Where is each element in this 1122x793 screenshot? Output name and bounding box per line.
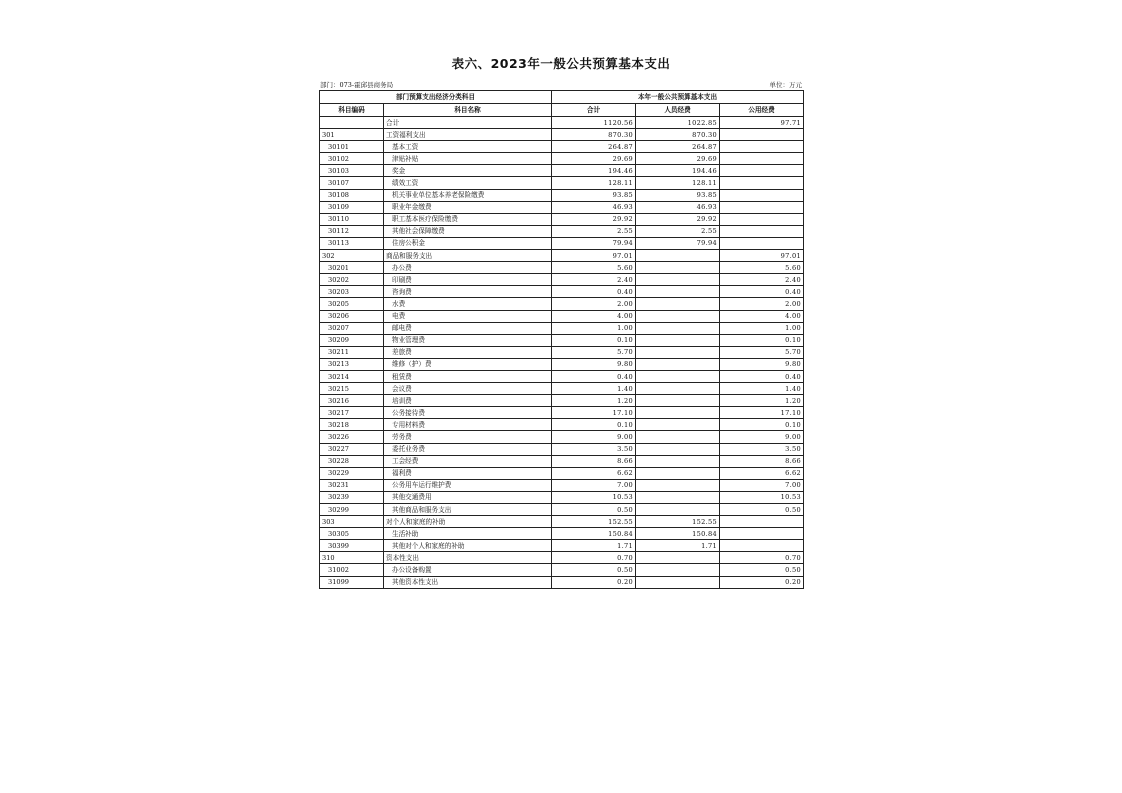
cell-code: 30109 xyxy=(320,201,384,213)
table-row xyxy=(320,504,804,516)
cell-public xyxy=(720,177,804,189)
cell-public xyxy=(720,540,804,552)
cell-name: 基本工资 xyxy=(384,141,552,153)
cell-name: 水费 xyxy=(384,298,552,310)
cell-code: 30213 xyxy=(320,358,384,370)
cell-name: 培训费 xyxy=(384,395,552,407)
cell-personnel: 29.69 xyxy=(636,153,720,165)
cell-name: 其他商品和服务支出 xyxy=(384,504,552,516)
cell-total: 5.60 xyxy=(552,262,636,274)
table-row xyxy=(320,177,804,189)
cell-code: 30205 xyxy=(320,298,384,310)
table-row xyxy=(320,455,804,467)
table-row xyxy=(320,552,804,564)
cell-personnel xyxy=(636,370,720,382)
cell-name: 租赁费 xyxy=(384,370,552,382)
cell-personnel: 870.30 xyxy=(636,129,720,141)
cell-code: 30207 xyxy=(320,322,384,334)
cell-code: 30226 xyxy=(320,431,384,443)
table-row xyxy=(320,225,804,237)
table-row xyxy=(320,576,804,588)
cell-personnel: 152.55 xyxy=(636,516,720,528)
cell-name: 福利费 xyxy=(384,467,552,479)
table-row xyxy=(320,322,804,334)
table-row xyxy=(320,274,804,286)
cell-name: 工会经费 xyxy=(384,455,552,467)
table-row xyxy=(320,491,804,503)
cell-code: 31099 xyxy=(320,576,384,588)
cell-code: 303 xyxy=(320,516,384,528)
cell-public: 2.00 xyxy=(720,298,804,310)
table-row xyxy=(320,262,804,274)
cell-total: 4.00 xyxy=(552,310,636,322)
cell-public: 10.53 xyxy=(720,491,804,503)
cell-public: 0.10 xyxy=(720,334,804,346)
cell-name: 合计 xyxy=(384,117,552,129)
table-row xyxy=(320,564,804,576)
cell-code: 30110 xyxy=(320,213,384,225)
cell-code: 30217 xyxy=(320,407,384,419)
cell-public: 17.10 xyxy=(720,407,804,419)
cell-total: 0.20 xyxy=(552,576,636,588)
cell-public: 0.70 xyxy=(720,552,804,564)
cell-name: 办公费 xyxy=(384,262,552,274)
cell-total: 2.40 xyxy=(552,274,636,286)
cell-personnel xyxy=(636,310,720,322)
cell-name: 绩效工资 xyxy=(384,177,552,189)
department-label: 部门：073-霍邱县商务局 xyxy=(320,81,394,89)
cell-code: 30228 xyxy=(320,455,384,467)
budget-table xyxy=(319,90,804,589)
cell-personnel xyxy=(636,274,720,286)
cell-code: 302 xyxy=(320,250,384,262)
cell-personnel: 79.94 xyxy=(636,237,720,249)
cell-personnel xyxy=(636,286,720,298)
cell-name: 其他资本性支出 xyxy=(384,576,552,588)
cell-public: 7.00 xyxy=(720,479,804,491)
table-row xyxy=(320,346,804,358)
cell-name: 工资福利支出 xyxy=(384,129,552,141)
cell-total: 194.46 xyxy=(552,165,636,177)
cell-code: 30305 xyxy=(320,528,384,540)
cell-personnel xyxy=(636,552,720,564)
cell-name: 差旅费 xyxy=(384,346,552,358)
table-row xyxy=(320,528,804,540)
cell-public: 0.40 xyxy=(720,286,804,298)
cell-name: 其他交通费用 xyxy=(384,491,552,503)
cell-name: 津贴补贴 xyxy=(384,153,552,165)
cell-personnel: 1.71 xyxy=(636,540,720,552)
table-row xyxy=(320,153,804,165)
header-group-economic-class: 部门预算支出经济分类科目 xyxy=(320,91,552,104)
cell-name: 资本性支出 xyxy=(384,552,552,564)
cell-total: 2.55 xyxy=(552,225,636,237)
table-row xyxy=(320,129,804,141)
table-body xyxy=(320,117,804,589)
cell-name: 对个人和家庭的补助 xyxy=(384,516,552,528)
cell-code: 30399 xyxy=(320,540,384,552)
cell-code xyxy=(320,117,384,129)
cell-total: 29.69 xyxy=(552,153,636,165)
cell-personnel xyxy=(636,395,720,407)
cell-total: 79.94 xyxy=(552,237,636,249)
header-public: 公用经费 xyxy=(720,104,804,117)
cell-total: 10.53 xyxy=(552,491,636,503)
page-title: 表六、2023年一般公共预算基本支出 xyxy=(451,56,671,71)
cell-public: 9.00 xyxy=(720,431,804,443)
table-row xyxy=(320,419,804,431)
table-row xyxy=(320,407,804,419)
cell-personnel: 93.85 xyxy=(636,189,720,201)
cell-personnel xyxy=(636,334,720,346)
cell-personnel xyxy=(636,383,720,395)
cell-personnel: 2.55 xyxy=(636,225,720,237)
cell-name: 劳务费 xyxy=(384,431,552,443)
cell-code: 30112 xyxy=(320,225,384,237)
table-row xyxy=(320,358,804,370)
cell-personnel xyxy=(636,298,720,310)
cell-total: 1.20 xyxy=(552,395,636,407)
cell-name: 其他社会保障缴费 xyxy=(384,225,552,237)
cell-code: 30209 xyxy=(320,334,384,346)
cell-personnel: 194.46 xyxy=(636,165,720,177)
table-row xyxy=(320,479,804,491)
cell-total: 3.50 xyxy=(552,443,636,455)
cell-public xyxy=(720,528,804,540)
cell-code: 30201 xyxy=(320,262,384,274)
cell-name: 职工基本医疗保险缴费 xyxy=(384,213,552,225)
cell-total: 0.70 xyxy=(552,552,636,564)
cell-code: 30206 xyxy=(320,310,384,322)
cell-code: 31002 xyxy=(320,564,384,576)
cell-personnel: 29.92 xyxy=(636,213,720,225)
cell-personnel: 1022.85 xyxy=(636,117,720,129)
cell-total: 1120.56 xyxy=(552,117,636,129)
cell-public: 1.20 xyxy=(720,395,804,407)
cell-personnel: 264.87 xyxy=(636,141,720,153)
cell-code: 30299 xyxy=(320,504,384,516)
cell-name: 住房公积金 xyxy=(384,237,552,249)
table-row xyxy=(320,250,804,262)
cell-name: 委托业务费 xyxy=(384,443,552,455)
table-row xyxy=(320,370,804,382)
cell-code: 30203 xyxy=(320,286,384,298)
cell-personnel xyxy=(636,443,720,455)
cell-name: 公务用车运行维护费 xyxy=(384,479,552,491)
cell-personnel xyxy=(636,576,720,588)
cell-personnel xyxy=(636,358,720,370)
cell-total: 8.66 xyxy=(552,455,636,467)
cell-total: 97.01 xyxy=(552,250,636,262)
cell-personnel xyxy=(636,407,720,419)
cell-code: 30102 xyxy=(320,153,384,165)
cell-name: 会议费 xyxy=(384,383,552,395)
cell-public: 0.20 xyxy=(720,576,804,588)
cell-name: 电费 xyxy=(384,310,552,322)
cell-total: 1.71 xyxy=(552,540,636,552)
cell-public xyxy=(720,153,804,165)
cell-total: 1.00 xyxy=(552,322,636,334)
cell-public xyxy=(720,225,804,237)
cell-total: 7.00 xyxy=(552,479,636,491)
table-row xyxy=(320,395,804,407)
cell-total: 17.10 xyxy=(552,407,636,419)
cell-public: 9.80 xyxy=(720,358,804,370)
cell-personnel xyxy=(636,322,720,334)
cell-public: 1.40 xyxy=(720,383,804,395)
cell-code: 30215 xyxy=(320,383,384,395)
cell-name: 邮电费 xyxy=(384,322,552,334)
cell-public: 3.50 xyxy=(720,443,804,455)
table-row xyxy=(320,310,804,322)
header-total: 合计 xyxy=(552,104,636,117)
cell-personnel xyxy=(636,491,720,503)
cell-total: 1.40 xyxy=(552,383,636,395)
cell-total: 128.11 xyxy=(552,177,636,189)
table-row xyxy=(320,189,804,201)
cell-public xyxy=(720,237,804,249)
cell-code: 30218 xyxy=(320,419,384,431)
cell-name: 奖金 xyxy=(384,165,552,177)
cell-public: 5.70 xyxy=(720,346,804,358)
cell-total: 0.40 xyxy=(552,286,636,298)
table-row xyxy=(320,141,804,153)
cell-code: 310 xyxy=(320,552,384,564)
cell-total: 0.40 xyxy=(552,370,636,382)
cell-code: 30214 xyxy=(320,370,384,382)
cell-total: 93.85 xyxy=(552,189,636,201)
table-row xyxy=(320,117,804,129)
cell-public xyxy=(720,129,804,141)
cell-total: 0.10 xyxy=(552,334,636,346)
cell-public: 4.00 xyxy=(720,310,804,322)
header-name: 科目名称 xyxy=(384,104,552,117)
table-row xyxy=(320,383,804,395)
table-row xyxy=(320,540,804,552)
cell-total: 152.55 xyxy=(552,516,636,528)
cell-code: 301 xyxy=(320,129,384,141)
cell-personnel xyxy=(636,419,720,431)
cell-public: 97.71 xyxy=(720,117,804,129)
table-row xyxy=(320,201,804,213)
table-row xyxy=(320,298,804,310)
cell-total: 264.87 xyxy=(552,141,636,153)
table-row xyxy=(320,443,804,455)
cell-name: 维修（护）费 xyxy=(384,358,552,370)
table-row xyxy=(320,213,804,225)
cell-name: 其他对个人和家庭的补助 xyxy=(384,540,552,552)
cell-name: 商品和服务支出 xyxy=(384,250,552,262)
cell-public: 5.60 xyxy=(720,262,804,274)
cell-code: 30229 xyxy=(320,467,384,479)
cell-code: 30108 xyxy=(320,189,384,201)
cell-public: 0.50 xyxy=(720,504,804,516)
cell-total: 0.10 xyxy=(552,419,636,431)
table-row xyxy=(320,431,804,443)
cell-name: 职业年金缴费 xyxy=(384,201,552,213)
table-row xyxy=(320,467,804,479)
table-row xyxy=(320,237,804,249)
cell-public xyxy=(720,516,804,528)
cell-personnel xyxy=(636,346,720,358)
cell-name: 办公设备购置 xyxy=(384,564,552,576)
cell-total: 0.50 xyxy=(552,504,636,516)
cell-public: 1.00 xyxy=(720,322,804,334)
header-code: 科目编码 xyxy=(320,104,384,117)
cell-total: 6.62 xyxy=(552,467,636,479)
cell-total: 9.00 xyxy=(552,431,636,443)
cell-code: 30231 xyxy=(320,479,384,491)
cell-personnel: 150.84 xyxy=(636,528,720,540)
cell-name: 专用材料费 xyxy=(384,419,552,431)
cell-code: 30101 xyxy=(320,141,384,153)
cell-personnel xyxy=(636,250,720,262)
cell-public: 0.50 xyxy=(720,564,804,576)
cell-name: 印刷费 xyxy=(384,274,552,286)
cell-personnel xyxy=(636,467,720,479)
cell-personnel xyxy=(636,479,720,491)
cell-name: 咨询费 xyxy=(384,286,552,298)
cell-public xyxy=(720,213,804,225)
cell-total: 9.80 xyxy=(552,358,636,370)
cell-name: 机关事业单位基本养老保险缴费 xyxy=(384,189,552,201)
table-row xyxy=(320,334,804,346)
cell-total: 29.92 xyxy=(552,213,636,225)
cell-code: 30202 xyxy=(320,274,384,286)
cell-public: 0.10 xyxy=(720,419,804,431)
cell-public: 0.40 xyxy=(720,370,804,382)
unit-label: 单位：万元 xyxy=(769,81,802,89)
cell-personnel xyxy=(636,504,720,516)
cell-public xyxy=(720,165,804,177)
cell-personnel xyxy=(636,431,720,443)
cell-total: 0.50 xyxy=(552,564,636,576)
cell-name: 生活补助 xyxy=(384,528,552,540)
cell-code: 30113 xyxy=(320,237,384,249)
cell-code: 30216 xyxy=(320,395,384,407)
table-row xyxy=(320,516,804,528)
cell-public: 97.01 xyxy=(720,250,804,262)
cell-code: 30107 xyxy=(320,177,384,189)
cell-personnel: 46.93 xyxy=(636,201,720,213)
cell-total: 5.70 xyxy=(552,346,636,358)
table-row xyxy=(320,165,804,177)
cell-public: 8.66 xyxy=(720,455,804,467)
cell-code: 30227 xyxy=(320,443,384,455)
table-header xyxy=(320,91,804,117)
cell-public xyxy=(720,189,804,201)
cell-name: 公务接待费 xyxy=(384,407,552,419)
cell-personnel xyxy=(636,455,720,467)
cell-code: 30211 xyxy=(320,346,384,358)
cell-public: 6.62 xyxy=(720,467,804,479)
cell-total: 150.84 xyxy=(552,528,636,540)
cell-personnel xyxy=(636,564,720,576)
cell-public xyxy=(720,141,804,153)
cell-public: 2.40 xyxy=(720,274,804,286)
cell-personnel: 128.11 xyxy=(636,177,720,189)
table-row xyxy=(320,286,804,298)
cell-name: 物业管理费 xyxy=(384,334,552,346)
cell-total: 870.30 xyxy=(552,129,636,141)
header-group-basic-expenditure: 本年一般公共预算基本支出 xyxy=(552,91,804,104)
header-personnel: 人员经费 xyxy=(636,104,720,117)
cell-total: 2.00 xyxy=(552,298,636,310)
cell-code: 30103 xyxy=(320,165,384,177)
cell-total: 46.93 xyxy=(552,201,636,213)
cell-code: 30239 xyxy=(320,491,384,503)
cell-public xyxy=(720,201,804,213)
cell-personnel xyxy=(636,262,720,274)
